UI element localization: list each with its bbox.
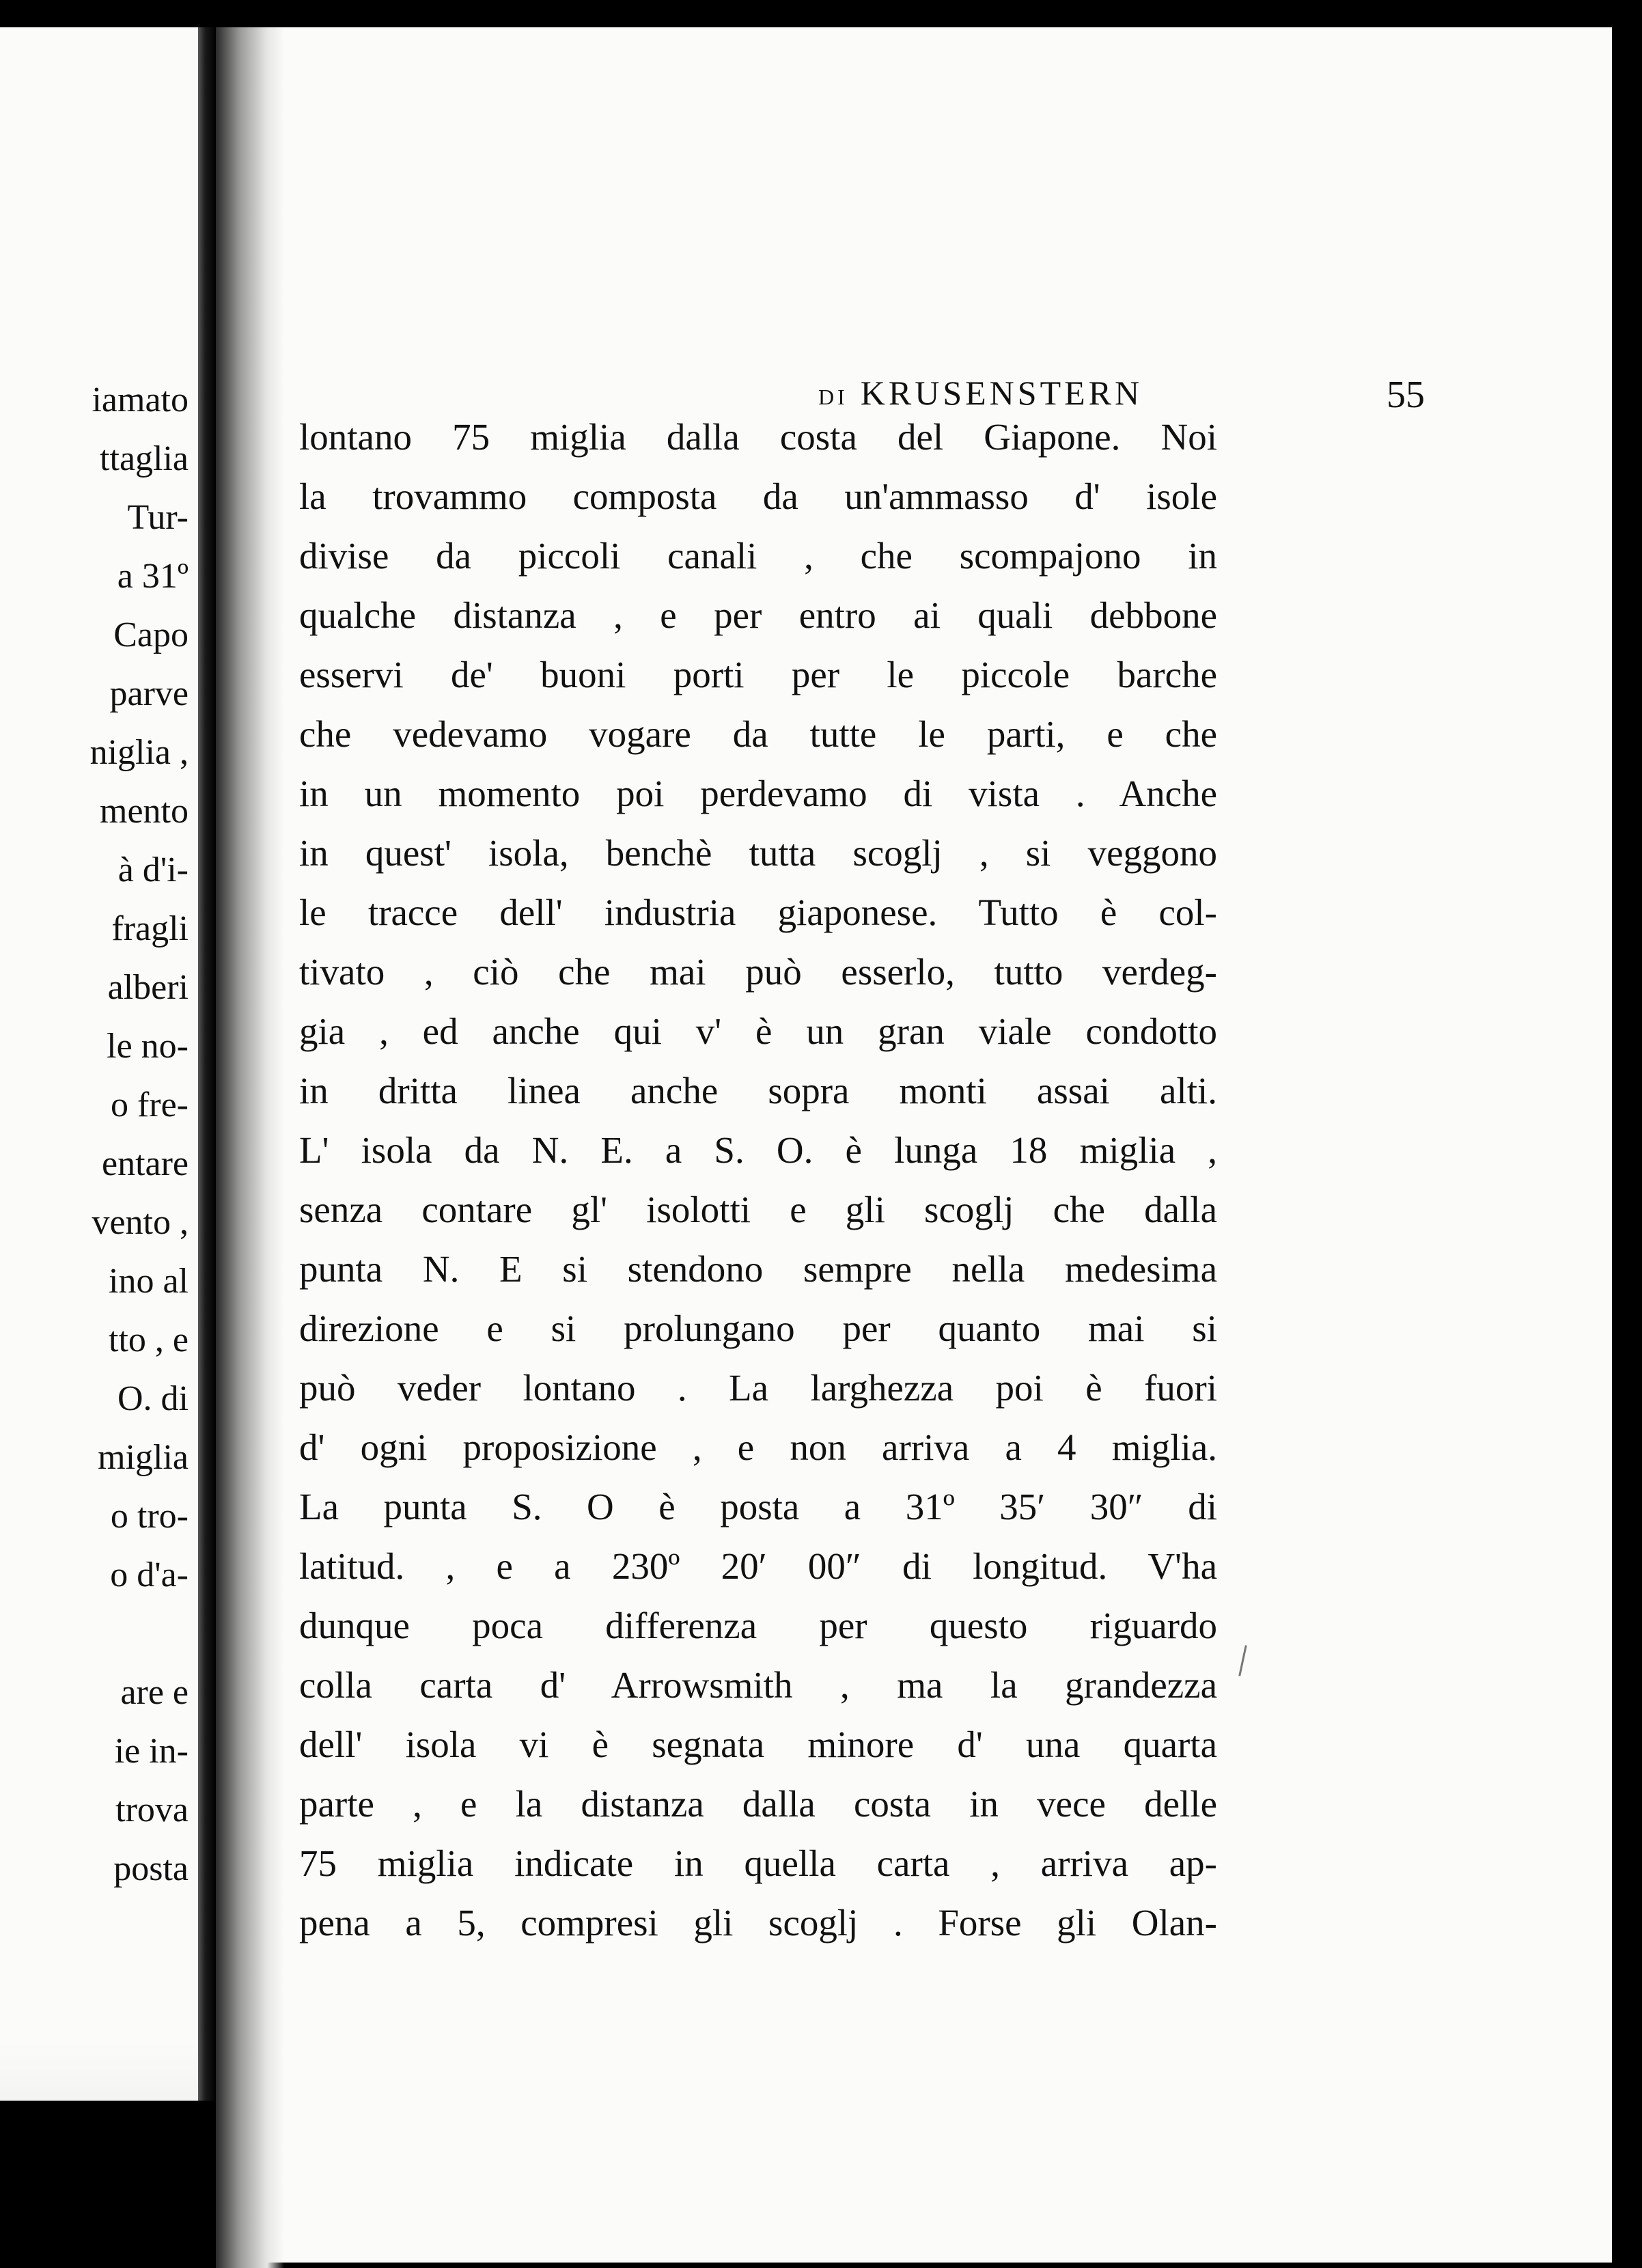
- running-head-prefix: di: [818, 376, 848, 411]
- text-line: lontano 75 miglia dalla costa del Giapone. Noi: [299, 416, 1217, 458]
- left-page-line: niglia ,: [89, 733, 189, 772]
- text-line: punta N. E si stendono sempre nella medesima: [299, 1248, 1217, 1290]
- left-page-line: vento ,: [92, 1203, 189, 1242]
- text-line: in un momento poi perdevamo di vista . Anche: [299, 773, 1217, 814]
- text-line: la trovammo composta da un'ammasso d' isole: [299, 475, 1217, 517]
- text-line: pena a 5, compresi gli scoglj . Forse gli Olan-: [299, 1902, 1217, 1944]
- text-line: latitud. , e a 230º 20′ 00″ di longitud. V'ha: [299, 1545, 1217, 1587]
- left-page-line: o d'a-: [110, 1555, 189, 1594]
- left-page-line: alberi: [107, 968, 189, 1007]
- left-page-line: o tro-: [110, 1497, 189, 1536]
- text-line: gia , ed anche qui v' è un gran viale condotto: [299, 1010, 1217, 1052]
- left-page-line: mento: [100, 792, 189, 831]
- text-line: d' ogni proposizione , e non arriva a 4 miglia.: [299, 1426, 1217, 1468]
- left-page-line: trova: [115, 1790, 189, 1829]
- text-line: le tracce dell' industria giaponese. Tutto è col-: [299, 891, 1217, 933]
- left-page-line: ttaglia: [100, 439, 189, 478]
- left-page-line: a 31º: [117, 557, 189, 596]
- text-line: in dritta linea anche sopra monti assai alti.: [299, 1070, 1217, 1111]
- left-page-line: miglia: [98, 1438, 189, 1477]
- left-page-line: o fre-: [110, 1085, 189, 1124]
- text-line: esservi de' buoni porti per le piccole barche: [299, 654, 1217, 695]
- page-number: 55: [1387, 374, 1425, 416]
- text-line: che vedevamo vogare da tutte le parti, e che: [299, 713, 1217, 755]
- left-page-line: fragli: [111, 909, 189, 948]
- left-page-line: O. di: [117, 1379, 189, 1418]
- binding-shadow: [198, 27, 216, 2101]
- left-page-line: ie in-: [114, 1732, 189, 1771]
- running-head-title: KRUSENSTERN: [860, 374, 1143, 412]
- left-page-line: are e: [120, 1673, 189, 1712]
- text-line: qualche distanza , e per entro ai quali debbone: [299, 594, 1217, 636]
- text-line: in quest' isola, benchè tutta scoglj , si veggono: [299, 832, 1217, 874]
- text-line: senza contare gl' isolotti e gli scoglj che dalla: [299, 1189, 1217, 1230]
- text-line: colla carta d' Arrowsmith , ma la grandezza: [299, 1664, 1217, 1706]
- page-edge-shading: [0, 2043, 198, 2101]
- left-page-line: tto , e: [109, 1320, 189, 1359]
- text-line: dell' isola vi è segnata minore d' una quarta: [299, 1724, 1217, 1765]
- text-line: La punta S. O è posta a 31º 35′ 30″ di: [299, 1486, 1217, 1527]
- text-line: parte , e la distanza dalla costa in vece delle: [299, 1783, 1217, 1825]
- left-page-line: posta: [113, 1849, 189, 1888]
- gutter-shadow: [216, 27, 284, 2268]
- text-line: L' isola da N. E. a S. O. è lunga 18 miglia ,: [299, 1129, 1217, 1171]
- left-page-line: entare: [101, 1144, 189, 1183]
- text-line: dunque poca differenza per questo riguardo: [299, 1605, 1217, 1646]
- left-page-line: le no-: [107, 1027, 189, 1066]
- running-head: [818, 373, 1143, 413]
- text-line: divise da piccoli canali , che scompajono in: [299, 535, 1217, 577]
- text-line: 75 miglia indicate in quella carta , arriva ap-: [299, 1842, 1217, 1884]
- left-page-line: Capo: [113, 616, 189, 654]
- text-line: direzione e si prolungano per quanto mai si: [299, 1308, 1217, 1349]
- left-page-line: ino al: [109, 1262, 189, 1301]
- left-page-line: Tur-: [127, 498, 189, 537]
- text-line: tivato , ciò che mai può esserlo, tutto verdeg-: [299, 951, 1217, 993]
- left-page-line: à d'i-: [117, 850, 189, 889]
- left-page-fragment: [0, 27, 198, 2101]
- left-page-line: parve: [109, 674, 189, 713]
- text-line: può veder lontano . La larghezza poi è fuori: [299, 1367, 1217, 1409]
- left-page-line: iamato: [92, 381, 189, 419]
